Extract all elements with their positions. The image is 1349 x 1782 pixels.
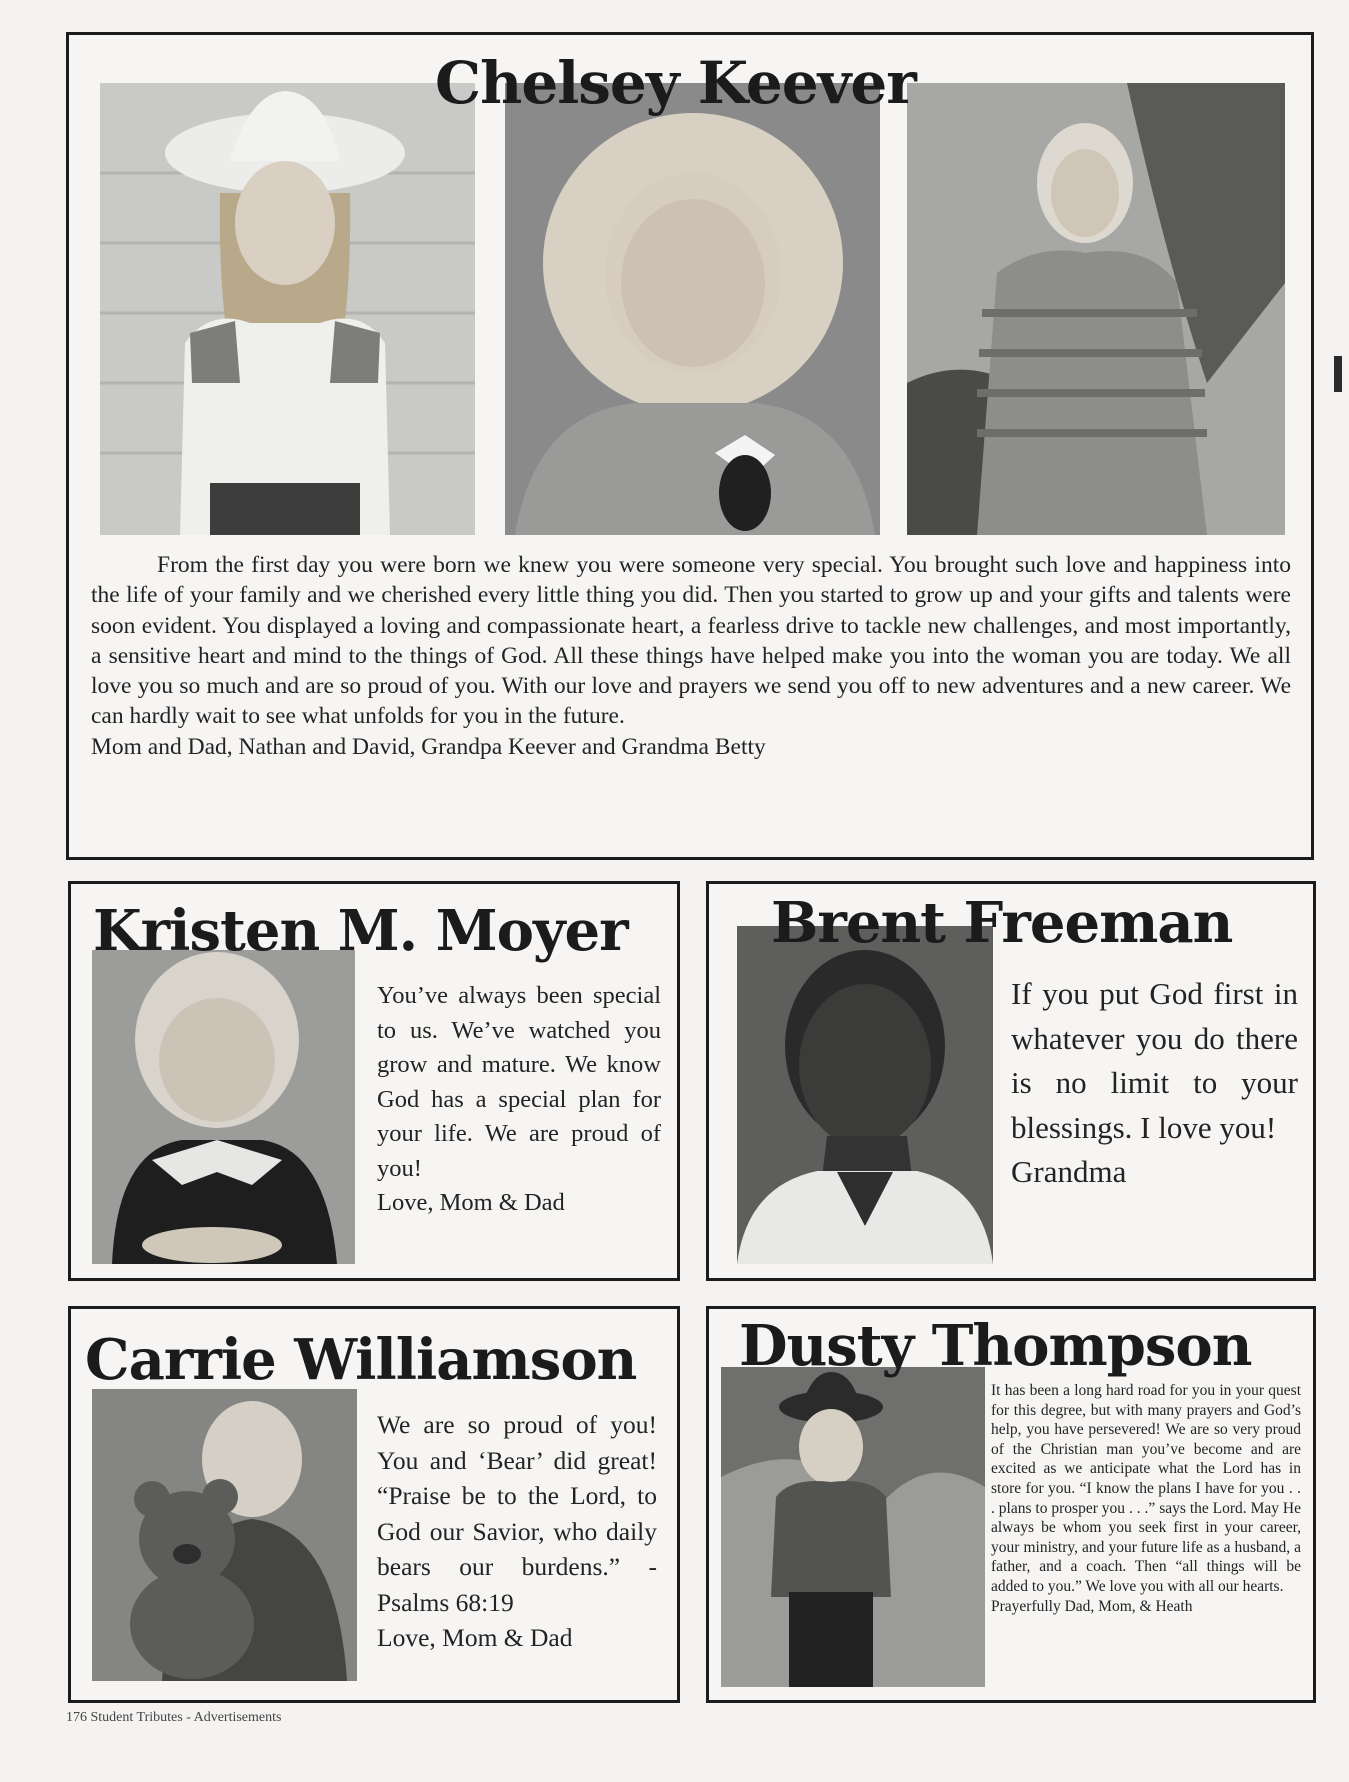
photo-young-woman-tree — [907, 83, 1285, 535]
photo-young-man-portrait — [737, 926, 993, 1264]
tribute-chelsey-keever — [66, 32, 1314, 860]
tribute-message — [377, 1407, 657, 1656]
tribute-dusty-thompson — [706, 1306, 1316, 1703]
tribute-message — [1011, 972, 1298, 1195]
photo-toddler-with-bear — [92, 1389, 357, 1681]
tribute-name: Carrie Williamson — [85, 1327, 637, 1393]
photo-child-cowgirl — [100, 83, 475, 535]
message-text: You’ve always been special to us. We’ve watched you grow and mature. We know God has a special plan for your life. We are proud of you! — [377, 982, 661, 1182]
page-number: 176 — [66, 1710, 87, 1725]
message-text: It has been a long hard road for you in your quest for this degree, but with many prayers and God’s help, you have persevered! We are so very proud of the Christian man you’ve become and are excited as we anticipate what the Lord has in store for you. “I know the plans I have for you . . . plans to prosper you . . .” says the Lord. May He always be whom you seek first in your career, your ministry, and your future life as a husband, a father, and a coach. Then “all things will be added to you.” We love you with all our hearts. — [991, 1382, 1301, 1595]
signature: Love, Mom & Dad — [377, 1623, 573, 1652]
tribute-carrie-williamson — [68, 1306, 680, 1703]
section-title: Student Tributes - Advertisements — [90, 1710, 282, 1725]
signature: Mom and Dad, Nathan and David, Grandpa Keever and Grandma Betty — [91, 733, 766, 760]
tribute-name: Kristen M. Moyer — [93, 898, 628, 964]
photo-toddler-cowboy — [721, 1367, 985, 1687]
message-text: We are so proud of you! You and ‘Bear’ did great! “Praise be to the Lord, to God our Savior, who daily bears our burdens.” -Psalms 68:19 — [377, 1410, 657, 1617]
signature: Grandma — [1011, 1154, 1127, 1189]
tribute-name: Chelsey Keever — [435, 49, 916, 117]
tribute-name: Dusty Thompson — [739, 1313, 1252, 1379]
page-edge-mark — [1334, 356, 1342, 392]
photo-child-curly-hair — [505, 83, 880, 535]
tribute-message — [377, 979, 661, 1221]
tribute-name: Brent Freeman — [771, 890, 1233, 956]
tribute-brent-freeman — [706, 881, 1316, 1281]
message-text: If you put God first in whatever you do there is no limit to your blessings. I love you! — [1011, 976, 1298, 1145]
tribute-kristen-moyer — [68, 881, 680, 1281]
tribute-message — [91, 550, 1291, 762]
signature: Prayerfully Dad, Mom, & Heath — [991, 1597, 1193, 1615]
message-text: From the first day you were born we knew you were someone very special. You brought such love and happiness into the life of your family and we cherished every little thing you did. Then you started to grow up and your gifts and talents were soon evident. You displayed a loving and compassionate heart, a fearless drive to tackle new challenges, and most importantly, a sensitive heart and mind to the things of God. All these things have helped make you into the woman you are today. We all love you so much and are so proud of you. With our love and prayers we send you off to new adventures and a new career. We can hardly wait to see what unfolds for you in the future. — [91, 552, 1291, 730]
signature: Love, Mom & Dad — [377, 1189, 565, 1216]
page-footer — [66, 1710, 281, 1726]
photo-toddler-girl — [92, 950, 355, 1264]
tribute-message — [991, 1381, 1301, 1616]
